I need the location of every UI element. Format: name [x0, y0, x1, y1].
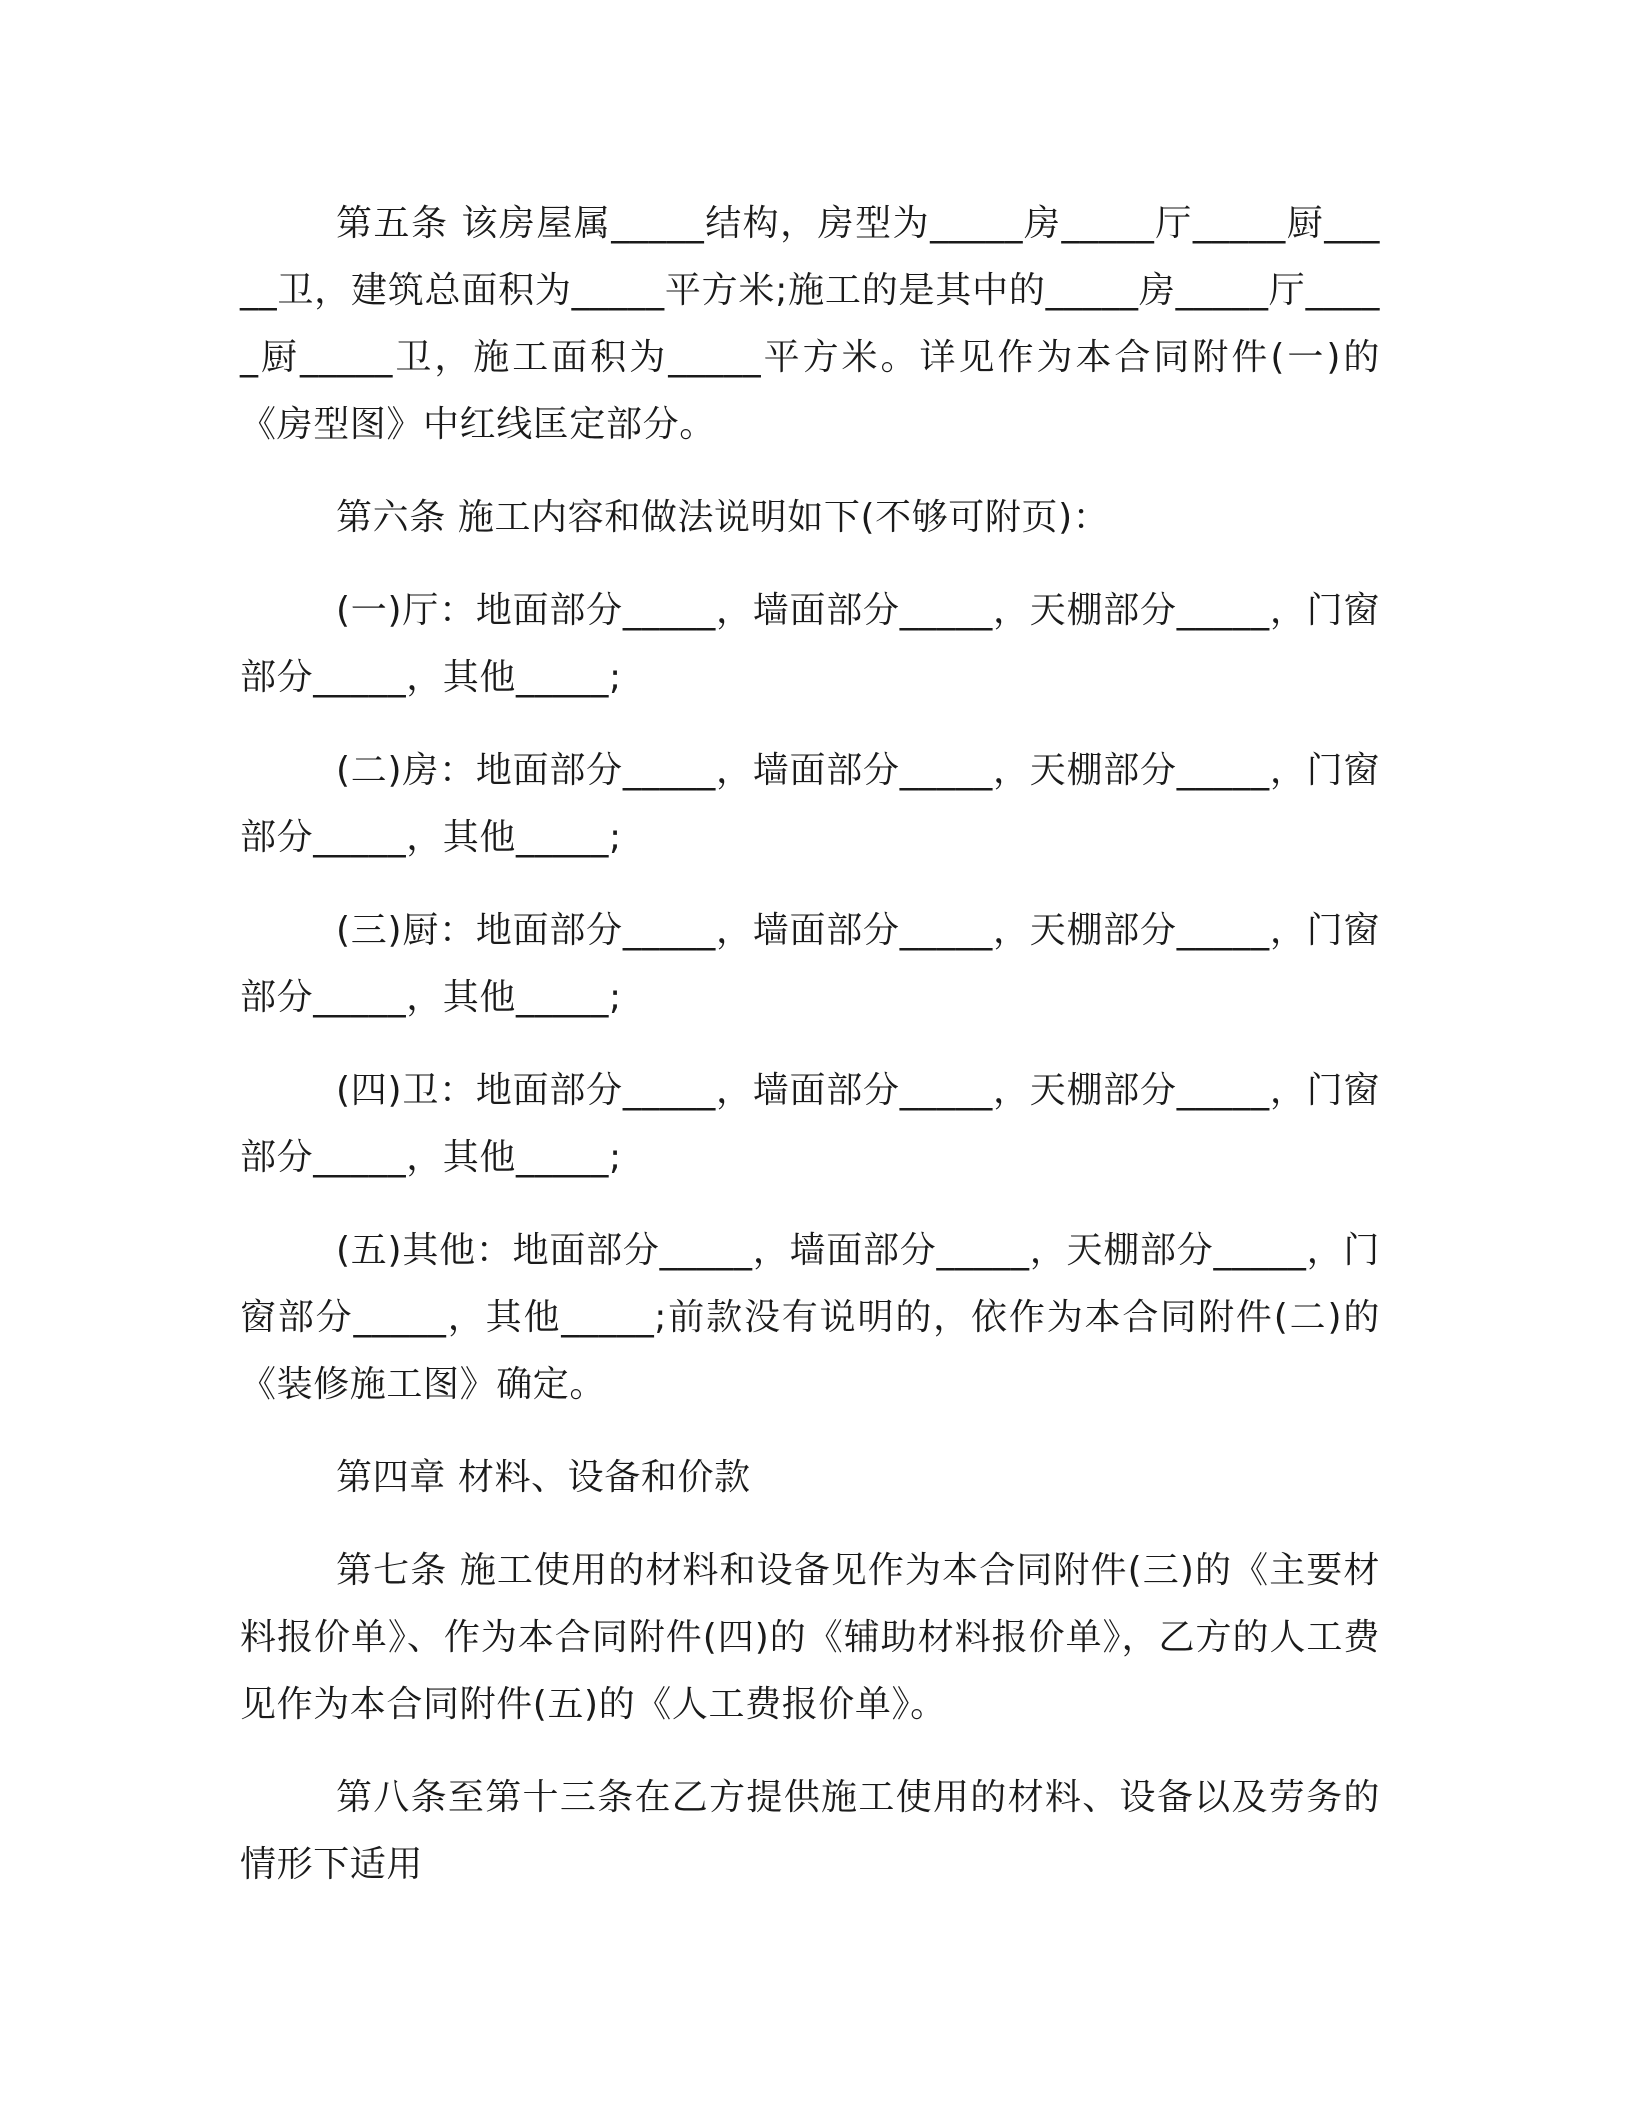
document-body: [240, 190, 1380, 1924]
item-bathroom-paragraph: (四)卫：地面部分_____，墙面部分_____，天棚部分_____，门窗部分_____，其他_____;: [240, 1070, 1380, 1178]
item-room-paragraph: (二)房：地面部分_____，墙面部分_____，天棚部分_____，门窗部分_____，其他_____;: [240, 750, 1380, 858]
item-kitchen-paragraph: (三)厨：地面部分_____，墙面部分_____，天棚部分_____，门窗部分_____，其他_____;: [240, 910, 1380, 1018]
item-other-paragraph: (五)其他：地面部分_____，墙面部分_____，天棚部分_____，门窗部分_____，其他_____;前款没有说明的，依作为本合同附件(二)的《装修施工图》确定。: [240, 1230, 1380, 1405]
article-7-paragraph: 第七条 施工使用的材料和设备见作为本合同附件(三)的《主要材料报价单》、作为本合同附件(四)的《辅助材料报价单》，乙方的人工费见作为本合同附件(五)的《人工费报价单》。: [240, 1550, 1380, 1725]
article-6-paragraph: 第六条 施工内容和做法说明如下(不够可附页)：: [336, 497, 1110, 538]
article-5-paragraph: 第五条 该房屋属_____结构，房型为_____房_____厅_____厨_____卫，建筑总面积为_____平方米;施工的是其中的_____房_____厅_____厨_____卫，施工面积为_____平方米。详见作为本合同附件(一)的《房型图》中红线匡定部分。: [240, 203, 1380, 445]
chapter-4-heading: 第四章 材料、设备和价款: [336, 1457, 751, 1498]
item-hall-paragraph: (一)厅：地面部分_____，墙面部分_____，天棚部分_____，门窗部分_____，其他_____;: [240, 590, 1380, 698]
article-8-13-paragraph: 第八条至第十三条在乙方提供施工使用的材料、设备以及劳务的情形下适用: [240, 1777, 1380, 1885]
